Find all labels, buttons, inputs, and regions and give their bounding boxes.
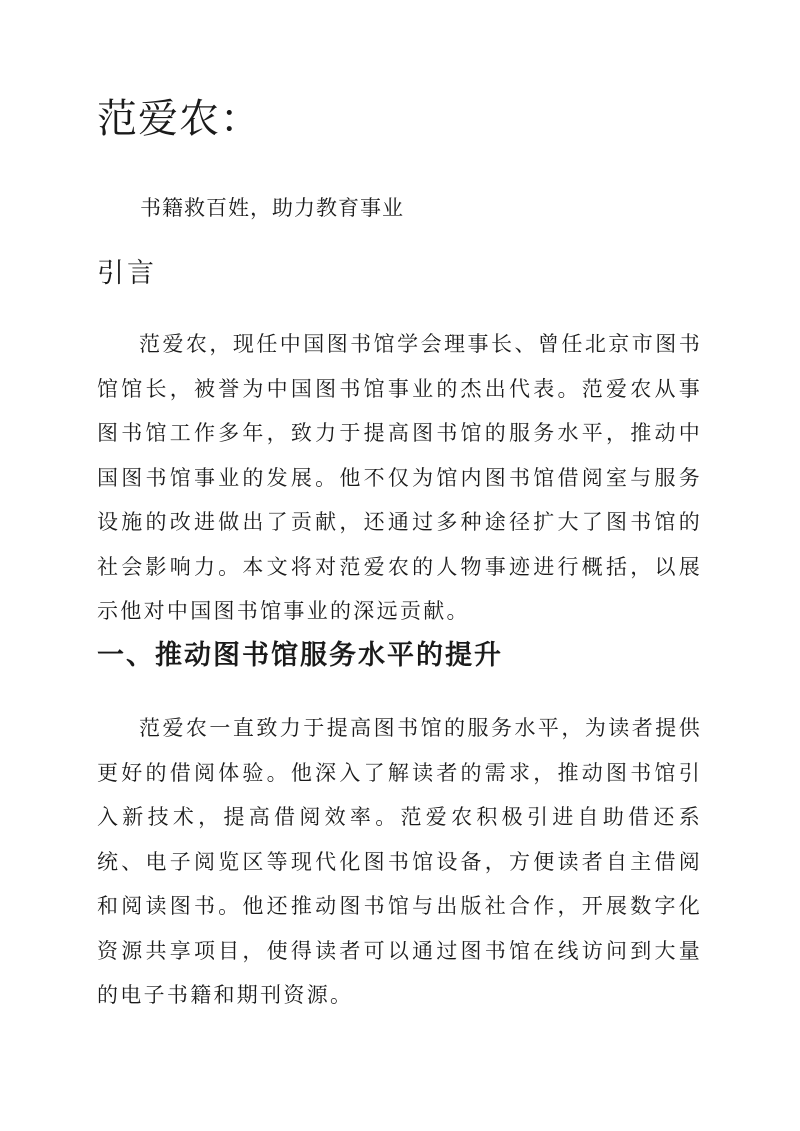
document-subtitle: 书籍救百姓，助力教育事业 xyxy=(140,196,404,220)
intro-paragraph: 范爱农，现任中国图书馆学会理事长、曾任北京市图书馆馆长，被誉为中国图书馆事业的杰出代表。范爱农从事图书馆工作多年，致力于提高图书馆的服务水平，推动中国图书馆事业的发展。他不仅为馆内图书馆借阅室与服务设施的改进做出了贡献，还通过多种途径扩大了图书馆的社会影响力。本文将对范爱农的人物事迹进行概括，以展示他对中国图书馆事业的深远贡献。 xyxy=(97,332,702,623)
document-title: 范爱农： xyxy=(97,96,261,142)
intro-heading: 引言 xyxy=(97,258,157,289)
section-1-heading: 一、推动图书馆服务水平的提升 xyxy=(97,640,503,671)
section-1-paragraph: 范爱农一直致力于提高图书馆的服务水平，为读者提供更好的借阅体验。他深入了解读者的需求，推动图书馆引入新技术，提高借阅效率。范爱农积极引进自助借还系统、电子阅览区等现代化图书馆设备，方便读者自主借阅和阅读图书。他还推动图书馆与出版社合作，开展数字化资源共享项目，使得读者可以通过图书馆在线访问到大量的电子书籍和期刊资源。 xyxy=(97,716,702,1007)
